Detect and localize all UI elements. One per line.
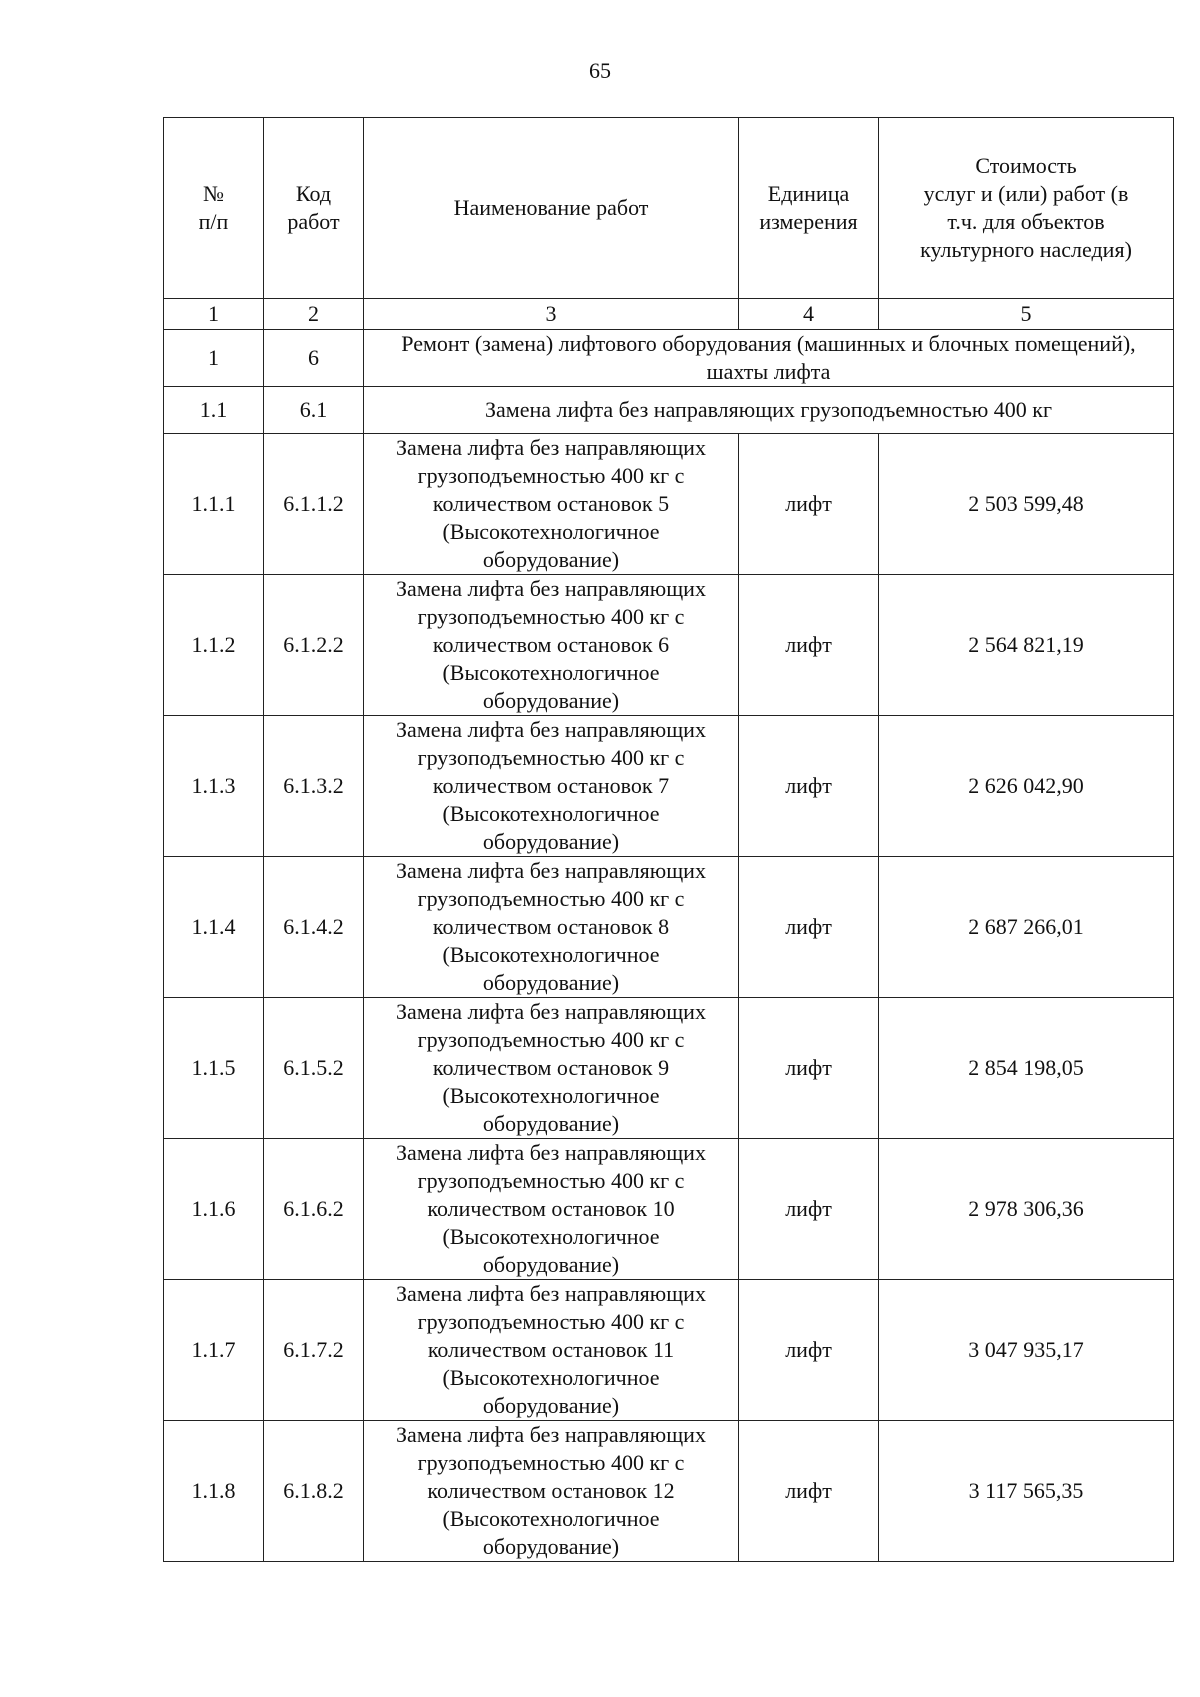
row-name: Замена лифта без направляющих грузоподъемностью 400 кг с количеством остановок 9 (Высокотехнологичное оборудование)	[364, 998, 739, 1139]
table-row	[164, 1139, 1174, 1280]
row-name: Замена лифта без направляющих грузоподъемностью 400 кг с количеством остановок 5 (Высокотехнологичное оборудование)	[364, 434, 739, 575]
table-row	[164, 716, 1174, 857]
row-name: Замена лифта без направляющих грузоподъемностью 400 кг с количеством остановок 12 (Высокотехнологичное оборудование)	[364, 1421, 739, 1562]
row-name: Замена лифта без направляющих грузоподъемностью 400 кг с количеством остановок 6 (Высокотехнологичное оборудование)	[364, 575, 739, 716]
header-cost: Стоимость услуг и (или) работ (в т.ч. для объектов культурного наследия)	[879, 118, 1174, 299]
header-unit: Единица измерения	[739, 118, 879, 299]
row-num: 1.1.7	[164, 1280, 264, 1421]
row-num: 1.1.3	[164, 716, 264, 857]
row-cost: 2 564 821,19	[879, 575, 1174, 716]
row-unit: лифт	[739, 998, 879, 1139]
column-number: 5	[879, 299, 1174, 330]
row-num: 1.1.4	[164, 857, 264, 998]
row-cost: 2 854 198,05	[879, 998, 1174, 1139]
row-code: 6.1.5.2	[264, 998, 364, 1139]
row-cost: 2 687 266,01	[879, 857, 1174, 998]
row-unit: лифт	[739, 857, 879, 998]
row-unit: лифт	[739, 434, 879, 575]
subsection-code: 6.1	[264, 387, 364, 434]
section-name: Ремонт (замена) лифтового оборудования (машинных и блочных помещений), шахты лифта	[364, 330, 1174, 387]
section-num: 1	[164, 330, 264, 387]
table-row	[164, 434, 1174, 575]
row-code: 6.1.1.2	[264, 434, 364, 575]
row-code: 6.1.8.2	[264, 1421, 364, 1562]
row-code: 6.1.6.2	[264, 1139, 364, 1280]
row-num: 1.1.5	[164, 998, 264, 1139]
row-num: 1.1.6	[164, 1139, 264, 1280]
header-name: Наименование работ	[364, 118, 739, 299]
column-number-row	[164, 299, 1174, 330]
row-name: Замена лифта без направляющих грузоподъемностью 400 кг с количеством остановок 7 (Высокотехнологичное оборудование)	[364, 716, 739, 857]
table-row	[164, 857, 1174, 998]
works-price-table	[163, 117, 1174, 1562]
subsection-row	[164, 387, 1174, 434]
row-num: 1.1.8	[164, 1421, 264, 1562]
subsection-name: Замена лифта без направляющих грузоподъемностью 400 кг	[364, 387, 1174, 434]
table-row	[164, 1280, 1174, 1421]
row-name: Замена лифта без направляющих грузоподъемностью 400 кг с количеством остановок 8 (Высокотехнологичное оборудование)	[364, 857, 739, 998]
column-number: 3	[364, 299, 739, 330]
header-code: Код работ	[264, 118, 364, 299]
row-cost: 2 626 042,90	[879, 716, 1174, 857]
row-cost: 2 978 306,36	[879, 1139, 1174, 1280]
row-cost: 3 117 565,35	[879, 1421, 1174, 1562]
section-row	[164, 330, 1174, 387]
row-code: 6.1.4.2	[264, 857, 364, 998]
row-num: 1.1.2	[164, 575, 264, 716]
row-cost: 3 047 935,17	[879, 1280, 1174, 1421]
row-code: 6.1.3.2	[264, 716, 364, 857]
row-code: 6.1.7.2	[264, 1280, 364, 1421]
row-unit: лифт	[739, 1421, 879, 1562]
table-header-row	[164, 118, 1174, 299]
row-unit: лифт	[739, 575, 879, 716]
column-number: 4	[739, 299, 879, 330]
column-number: 1	[164, 299, 264, 330]
table-row	[164, 1421, 1174, 1562]
row-unit: лифт	[739, 716, 879, 857]
table-row	[164, 575, 1174, 716]
row-num: 1.1.1	[164, 434, 264, 575]
row-code: 6.1.2.2	[264, 575, 364, 716]
section-code: 6	[264, 330, 364, 387]
row-unit: лифт	[739, 1280, 879, 1421]
subsection-num: 1.1	[164, 387, 264, 434]
table-row	[164, 998, 1174, 1139]
row-name: Замена лифта без направляющих грузоподъемностью 400 кг с количеством остановок 11 (Высокотехнологичное оборудование)	[364, 1280, 739, 1421]
row-unit: лифт	[739, 1139, 879, 1280]
header-num: № п/п	[164, 118, 264, 299]
column-number: 2	[264, 299, 364, 330]
page-number: 65	[589, 58, 611, 83]
row-cost: 2 503 599,48	[879, 434, 1174, 575]
row-name: Замена лифта без направляющих грузоподъемностью 400 кг с количеством остановок 10 (Высокотехнологичное оборудование)	[364, 1139, 739, 1280]
